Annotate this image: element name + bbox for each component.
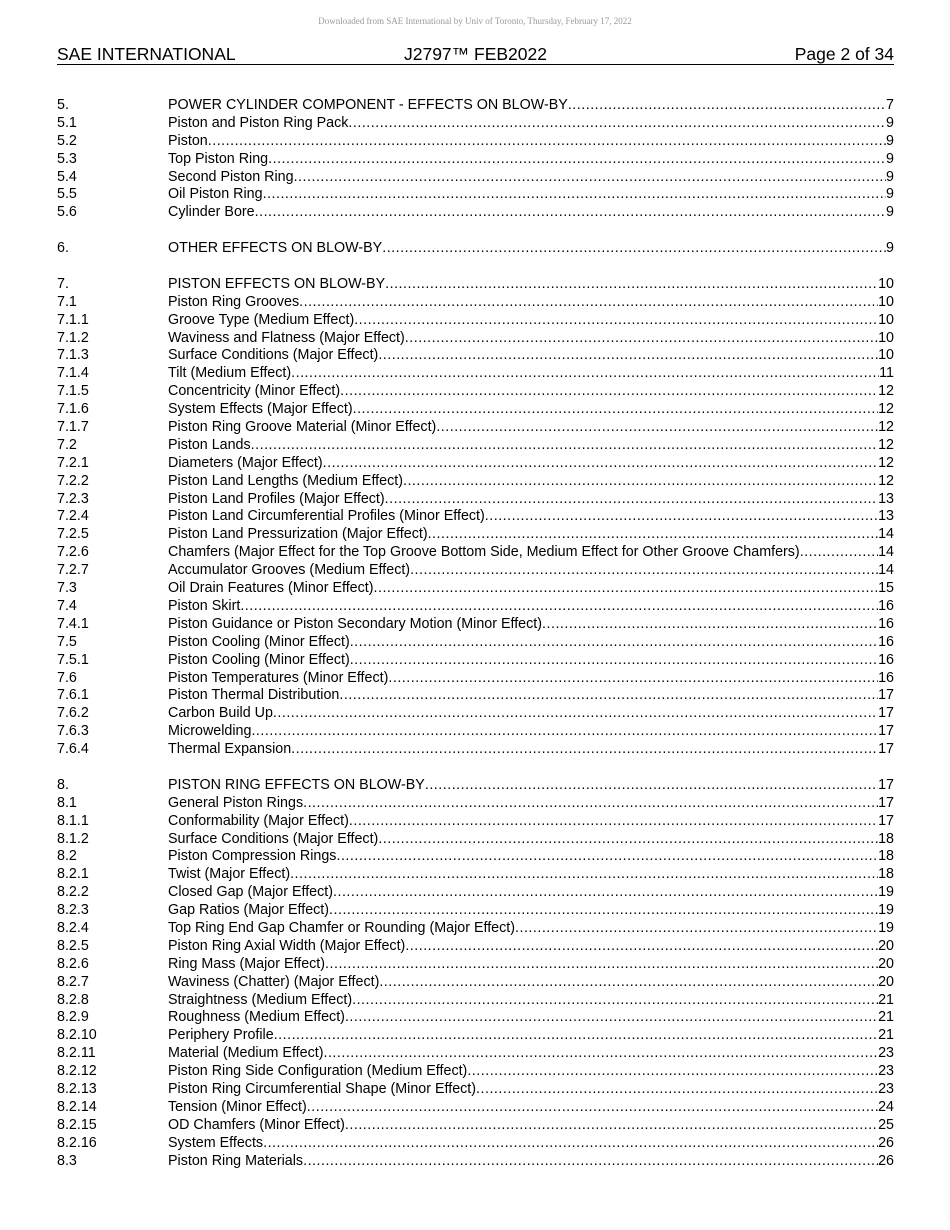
toc-section-number: 7.2.2	[57, 472, 89, 489]
toc-section-number: 7.2.5	[57, 526, 89, 543]
toc-entry[interactable]	[57, 616, 894, 634]
toc-page-number: 15	[878, 580, 894, 597]
toc-page-number: 26	[878, 1152, 894, 1169]
toc-section-title: Piston Ring Axial Width (Major Effect)	[168, 937, 406, 954]
toc-page-number: 20	[878, 937, 894, 954]
toc-dot-leader	[405, 938, 878, 956]
toc-entry[interactable]	[57, 598, 894, 616]
toc-page-number: 19	[878, 884, 894, 901]
toc-entry[interactable]	[57, 1153, 894, 1171]
toc-dot-leader	[255, 204, 886, 222]
toc-dot-leader	[299, 294, 878, 312]
toc-page-number: 18	[878, 848, 894, 865]
toc-dot-leader	[291, 365, 879, 383]
toc-section-title: System Effects	[168, 1134, 264, 1151]
table-of-contents	[57, 97, 894, 1170]
toc-section-title: Piston Cooling (Minor Effect)	[168, 633, 350, 650]
toc-entry[interactable]	[57, 813, 894, 831]
toc-entry[interactable]	[57, 1081, 894, 1099]
toc-entry[interactable]	[57, 544, 894, 562]
toc-section-title: Piston Ring Side Configuration (Medium Effect)	[168, 1063, 468, 1080]
toc-dot-leader	[273, 705, 878, 723]
toc-entry[interactable]	[57, 902, 894, 920]
toc-dot-leader	[274, 1027, 878, 1045]
toc-dot-leader	[403, 473, 878, 491]
toc-section-number: 8.	[57, 776, 69, 793]
toc-section-number: 7.	[57, 275, 69, 292]
toc-section-number: 8.3	[57, 1152, 77, 1169]
toc-entry[interactable]	[57, 1117, 894, 1135]
toc-dot-leader	[329, 902, 878, 920]
toc-entry[interactable]	[57, 652, 894, 670]
toc-page-number: 13	[878, 490, 894, 507]
toc-section-title: Accumulator Grooves (Medium Effect)	[168, 562, 411, 579]
toc-section-title: Microwelding	[168, 723, 252, 740]
toc-section-number: 5.1	[57, 114, 77, 131]
toc-dot-leader	[323, 455, 878, 473]
toc-dot-leader	[388, 670, 878, 688]
toc-page-number: 18	[878, 866, 894, 883]
toc-page-number: 17	[878, 776, 894, 793]
toc-dot-leader	[352, 992, 878, 1010]
toc-page-number: 17	[878, 723, 894, 740]
toc-section-number: 7.5.1	[57, 651, 89, 668]
toc-dot-leader	[268, 151, 886, 169]
toc-section-number: 5.	[57, 97, 69, 113]
toc-section-number: 7.2.3	[57, 490, 89, 507]
header-page-info: Page 2 of 34	[794, 44, 894, 64]
toc-section-title: Thermal Expansion	[168, 741, 292, 758]
toc-section-title: Diameters (Major Effect)	[168, 454, 323, 471]
toc-section-number: 7.6.2	[57, 705, 89, 722]
toc-page-number: 12	[878, 419, 894, 436]
toc-section-number: 5.4	[57, 168, 77, 185]
toc-entry[interactable]	[57, 491, 894, 509]
toc-page-number: 20	[878, 973, 894, 990]
toc-page-number: 17	[878, 741, 894, 758]
toc-section-title: Groove Type (Medium Effect)	[168, 311, 355, 328]
toc-section-number: 7.6.3	[57, 723, 89, 740]
toc-entry[interactable]	[57, 848, 894, 866]
toc-section-number: 7.1.6	[57, 401, 89, 418]
toc-page-number: 14	[878, 544, 894, 561]
toc-section-number: 7.1.4	[57, 365, 89, 382]
toc-page-number: 10	[878, 293, 894, 310]
toc-section-number: 5.5	[57, 186, 77, 203]
toc-section-title: Concentricity (Minor Effect)	[168, 383, 341, 400]
toc-section-number: 8.2.8	[57, 991, 89, 1008]
toc-entry[interactable]	[57, 1027, 894, 1045]
toc-page-number: 14	[878, 562, 894, 579]
toc-page-number: 16	[878, 651, 894, 668]
toc-section-title: Periphery Profile	[168, 1027, 274, 1044]
toc-dot-leader	[515, 920, 878, 938]
toc-dot-leader	[385, 276, 878, 294]
toc-section-title: POWER CYLINDER COMPONENT - EFFECTS ON BLOW-BY	[168, 97, 568, 113]
toc-section-title: Surface Conditions (Major Effect)	[168, 347, 379, 364]
toc-section-number: 8.2.10	[57, 1027, 97, 1044]
toc-section-number: 7.5	[57, 633, 77, 650]
toc-section-title: Piston and Piston Ring Pack	[168, 114, 349, 131]
toc-section-number: 8.2.6	[57, 955, 89, 972]
toc-page-number: 23	[878, 1080, 894, 1097]
toc-section-number: 7.4.1	[57, 615, 89, 632]
toc-entry[interactable]	[57, 741, 894, 759]
toc-section-number: 7.2.4	[57, 508, 89, 525]
toc-section-number: 7.6.4	[57, 741, 89, 758]
toc-section-number: 8.2.4	[57, 919, 89, 936]
toc-entry[interactable]	[57, 276, 894, 294]
toc-entry[interactable]	[57, 687, 894, 705]
toc-entry[interactable]	[57, 1135, 894, 1153]
toc-page-number: 10	[878, 347, 894, 364]
toc-dot-leader	[303, 1153, 878, 1171]
toc-section-title: PISTON RING EFFECTS ON BLOW-BY	[168, 776, 425, 793]
toc-page-number: 16	[878, 597, 894, 614]
toc-section-title: Piston Ring Groove Material (Minor Effect)	[168, 419, 437, 436]
toc-section-title: Piston Land Pressurization (Major Effect)	[168, 526, 428, 543]
toc-entry[interactable]	[57, 294, 894, 312]
toc-page-number: 26	[878, 1134, 894, 1151]
toc-section-title: PISTON EFFECTS ON BLOW-BY	[168, 275, 386, 292]
toc-page-number: 24	[878, 1098, 894, 1115]
toc-dot-leader	[263, 186, 886, 204]
toc-section-title: Piston Compression Rings	[168, 848, 337, 865]
toc-section-number: 8.2.5	[57, 937, 89, 954]
toc-page-number: 19	[878, 919, 894, 936]
toc-section-title: General Piston Rings	[168, 794, 304, 811]
toc-dot-leader	[378, 831, 878, 849]
toc-page-number: 12	[878, 401, 894, 418]
toc-section-title: Piston Guidance or Piston Secondary Motion (Minor Effect)	[168, 615, 543, 632]
toc-section-title: Surface Conditions (Major Effect)	[168, 830, 379, 847]
toc-page-number: 21	[878, 1027, 894, 1044]
toc-section-title: Second Piston Ring	[168, 168, 294, 185]
toc-section-number: 8.2.1	[57, 866, 89, 883]
toc-dot-leader	[307, 1099, 878, 1117]
toc-section-number: 7.2.1	[57, 454, 89, 471]
toc-section-number: 5.2	[57, 132, 77, 149]
toc-dot-leader	[385, 491, 878, 509]
toc-dot-leader	[485, 508, 878, 526]
toc-entry[interactable]	[57, 151, 894, 169]
toc-entry[interactable]	[57, 1063, 894, 1081]
toc-entry[interactable]	[57, 634, 894, 652]
toc-section-number: 8.2.16	[57, 1134, 97, 1151]
toc-dot-leader	[568, 97, 886, 115]
toc-dot-leader	[290, 866, 878, 884]
toc-dot-leader	[345, 1117, 878, 1135]
toc-entry[interactable]	[57, 956, 894, 974]
page-header	[57, 44, 894, 65]
toc-dot-leader	[303, 795, 878, 813]
toc-section-number: 8.1.1	[57, 812, 89, 829]
toc-dot-leader	[240, 598, 878, 616]
header-document-id: J2797™ FEB2022	[403, 44, 547, 64]
toc-section-number: 8.2.9	[57, 1009, 89, 1026]
toc-section-number: 8.1	[57, 794, 77, 811]
toc-entry[interactable]	[57, 920, 894, 938]
toc-section-title: Piston Cooling (Minor Effect)	[168, 651, 350, 668]
toc-section-title: Straightness (Medium Effect)	[168, 991, 353, 1008]
toc-dot-leader	[251, 723, 878, 741]
toc-section-title: Piston Ring Circumferential Shape (Minor Effect)	[168, 1080, 477, 1097]
toc-section-title: Carbon Build Up	[168, 705, 273, 722]
toc-dot-leader	[410, 562, 878, 580]
toc-section-number: 7.1.2	[57, 329, 89, 346]
toc-section-title: Piston Ring Grooves	[168, 293, 300, 310]
toc-entry[interactable]	[57, 312, 894, 330]
toc-page-number: 23	[878, 1063, 894, 1080]
toc-section-title: Roughness (Medium Effect)	[168, 1009, 345, 1026]
toc-entry[interactable]	[57, 455, 894, 473]
toc-section-title: Top Piston Ring	[168, 150, 269, 167]
toc-entry[interactable]	[57, 169, 894, 187]
toc-page-number: 10	[878, 329, 894, 346]
toc-section-title: Piston Land Lengths (Medium Effect)	[168, 472, 403, 489]
toc-dot-leader	[350, 634, 878, 652]
toc-entry[interactable]	[57, 204, 894, 222]
toc-section-title: Piston Lands	[168, 436, 251, 453]
toc-entry[interactable]	[57, 330, 894, 348]
toc-page-number: 9	[886, 240, 894, 257]
toc-page-number: 17	[878, 687, 894, 704]
toc-entry[interactable]	[57, 508, 894, 526]
toc-entry[interactable]	[57, 383, 894, 401]
header-organization: SAE INTERNATIONAL	[57, 44, 236, 64]
toc-entry[interactable]	[57, 723, 894, 741]
toc-page-number: 14	[878, 526, 894, 543]
toc-page-number: 9	[886, 168, 894, 185]
toc-dot-leader	[294, 169, 886, 187]
toc-entry[interactable]	[57, 884, 894, 902]
toc-section-number: 7.6.1	[57, 687, 89, 704]
toc-section-number: 8.2.12	[57, 1063, 97, 1080]
toc-page-number: 12	[878, 383, 894, 400]
toc-section-title: Waviness (Chatter) (Major Effect)	[168, 973, 380, 990]
toc-dot-leader	[405, 330, 878, 348]
toc-page-number: 13	[878, 508, 894, 525]
toc-page-number: 16	[878, 669, 894, 686]
toc-section-title: Ring Mass (Major Effect)	[168, 955, 326, 972]
toc-dot-leader	[467, 1063, 878, 1081]
toc-entry[interactable]	[57, 365, 894, 383]
toc-section-number: 8.2.2	[57, 884, 89, 901]
toc-entry[interactable]	[57, 347, 894, 365]
toc-section-number: 7.2.7	[57, 562, 89, 579]
toc-section-title: Piston Thermal Distribution	[168, 687, 340, 704]
toc-dot-leader	[345, 1009, 878, 1027]
toc-entry[interactable]	[57, 186, 894, 204]
toc-dot-leader	[542, 616, 878, 634]
toc-entry[interactable]	[57, 1009, 894, 1027]
toc-entry[interactable]	[57, 1045, 894, 1063]
toc-dot-leader	[379, 974, 878, 992]
toc-section-title: Closed Gap (Major Effect)	[168, 884, 334, 901]
toc-dot-leader	[350, 652, 878, 670]
toc-entry[interactable]	[57, 705, 894, 723]
toc-page-number: 7	[886, 97, 894, 113]
toc-section-number: 8.2	[57, 848, 77, 865]
toc-page-number: 9	[886, 204, 894, 221]
toc-entry[interactable]	[57, 795, 894, 813]
toc-dot-leader	[354, 312, 878, 330]
toc-entry[interactable]	[57, 974, 894, 992]
toc-dot-leader	[428, 526, 879, 544]
toc-page-number: 16	[878, 633, 894, 650]
toc-entry[interactable]	[57, 115, 894, 133]
toc-entry[interactable]	[57, 866, 894, 884]
toc-page-number: 21	[878, 991, 894, 1008]
toc-page-number: 9	[886, 114, 894, 131]
toc-dot-leader	[476, 1081, 878, 1099]
toc-page-number: 12	[878, 454, 894, 471]
toc-entry[interactable]	[57, 580, 894, 598]
toc-page-number: 12	[878, 472, 894, 489]
toc-page-number: 10	[878, 275, 894, 292]
toc-section-number: 7.1.3	[57, 347, 89, 364]
toc-section-number: 6.	[57, 240, 69, 257]
toc-page-number: 9	[886, 186, 894, 203]
toc-page-number: 20	[878, 955, 894, 972]
toc-section-number: 7.6	[57, 669, 77, 686]
toc-section-number: 7.1.7	[57, 419, 89, 436]
toc-dot-leader	[378, 347, 878, 365]
toc-section-title: Piston Land Circumferential Profiles (Minor Effect)	[168, 508, 485, 525]
toc-section-number: 8.2.13	[57, 1080, 97, 1097]
toc-page-number: 10	[878, 311, 894, 328]
toc-entry[interactable]	[57, 419, 894, 437]
toc-page-number: 17	[878, 812, 894, 829]
toc-section-title: Piston Ring Materials	[168, 1152, 304, 1169]
toc-section-number: 8.2.3	[57, 902, 89, 919]
toc-section-number: 7.1.1	[57, 311, 89, 328]
toc-section-number: 7.2.6	[57, 544, 89, 561]
toc-dot-leader	[425, 777, 878, 795]
toc-section-title: Top Ring End Gap Chamfer or Rounding (Major Effect)	[168, 919, 515, 936]
toc-entry[interactable]	[57, 831, 894, 849]
toc-page-number: 23	[878, 1045, 894, 1062]
toc-entry[interactable]	[57, 240, 894, 258]
toc-section-title: OTHER EFFECTS ON BLOW-BY	[168, 240, 383, 257]
toc-section-number: 8.2.14	[57, 1098, 97, 1115]
toc-section-title: Oil Drain Features (Minor Effect)	[168, 580, 374, 597]
download-notice: Downloaded from SAE International by Univ of Toronto, Thursday, February 17, 2022	[318, 16, 632, 26]
toc-section-title: OD Chamfers (Minor Effect)	[168, 1116, 345, 1133]
toc-section-title: System Effects (Major Effect)	[168, 401, 353, 418]
toc-dot-leader	[336, 848, 878, 866]
toc-section-title: Waviness and Flatness (Major Effect)	[168, 329, 405, 346]
toc-entry[interactable]	[57, 938, 894, 956]
toc-dot-leader	[374, 580, 879, 598]
toc-entry[interactable]	[57, 401, 894, 419]
toc-section-number: 8.2.15	[57, 1116, 97, 1133]
toc-dot-leader	[349, 813, 878, 831]
toc-dot-leader	[353, 401, 879, 419]
toc-entry[interactable]	[57, 526, 894, 544]
toc-dot-leader	[800, 544, 878, 562]
toc-dot-leader	[382, 240, 886, 258]
toc-section-title: Piston	[168, 132, 208, 149]
toc-page-number: 9	[886, 132, 894, 149]
toc-page-number: 17	[878, 794, 894, 811]
toc-dot-leader	[436, 419, 878, 437]
toc-section-number: 7.4	[57, 597, 77, 614]
toc-dot-leader	[323, 1045, 878, 1063]
toc-page-number: 18	[878, 830, 894, 847]
toc-section-number: 7.3	[57, 580, 77, 597]
toc-section-number: 7.1	[57, 293, 77, 310]
toc-page-number: 25	[878, 1116, 894, 1133]
toc-dot-leader	[333, 884, 878, 902]
toc-section-title: Tension (Minor Effect)	[168, 1098, 307, 1115]
toc-entry[interactable]	[57, 97, 894, 115]
toc-dot-leader	[263, 1135, 878, 1153]
toc-entry[interactable]	[57, 777, 894, 795]
toc-section-number: 7.1.5	[57, 383, 89, 400]
toc-section-number: 8.2.7	[57, 973, 89, 990]
toc-entry[interactable]	[57, 992, 894, 1010]
toc-section-title: Piston Temperatures (Minor Effect)	[168, 669, 389, 686]
toc-section-title: Tilt (Medium Effect)	[168, 365, 292, 382]
toc-entry[interactable]	[57, 670, 894, 688]
toc-section-title: Conformability (Major Effect)	[168, 812, 349, 829]
toc-dot-leader	[340, 383, 878, 401]
toc-page-number: 12	[878, 436, 894, 453]
toc-section-title: Piston Land Profiles (Major Effect)	[168, 490, 385, 507]
toc-entry[interactable]	[57, 437, 894, 455]
toc-page-number: 19	[878, 902, 894, 919]
toc-section-title: Material (Medium Effect)	[168, 1045, 324, 1062]
toc-section-title: Cylinder Bore	[168, 204, 255, 221]
toc-section-title: Twist (Major Effect)	[168, 866, 291, 883]
toc-page-number: 11	[879, 365, 894, 382]
toc-section-title: Gap Ratios (Major Effect)	[168, 902, 330, 919]
toc-section-number: 5.3	[57, 150, 77, 167]
toc-entry[interactable]	[57, 473, 894, 491]
toc-section-title: Chamfers (Major Effect for the Top Groove Bottom Side, Medium Effect for Other Groove Chamfers)	[168, 544, 800, 561]
toc-page-number: 16	[878, 615, 894, 632]
toc-section-title: Oil Piston Ring	[168, 186, 263, 203]
toc-entry[interactable]	[57, 562, 894, 580]
toc-entry[interactable]	[57, 1099, 894, 1117]
toc-section-number: 8.2.11	[57, 1045, 96, 1062]
toc-page-number: 21	[878, 1009, 894, 1026]
toc-section-number: 5.6	[57, 204, 77, 221]
toc-dot-leader	[348, 115, 886, 133]
toc-dot-leader	[325, 956, 878, 974]
toc-section-number: 7.2	[57, 436, 77, 453]
toc-dot-leader	[208, 133, 886, 151]
toc-section-title: Piston Skirt	[168, 597, 241, 614]
toc-dot-leader	[251, 437, 878, 455]
toc-page-number: 17	[878, 705, 894, 722]
toc-page-number: 9	[886, 150, 894, 167]
toc-dot-leader	[291, 741, 878, 759]
toc-entry[interactable]	[57, 133, 894, 151]
toc-dot-leader	[339, 687, 878, 705]
toc-section-number: 8.1.2	[57, 830, 89, 847]
